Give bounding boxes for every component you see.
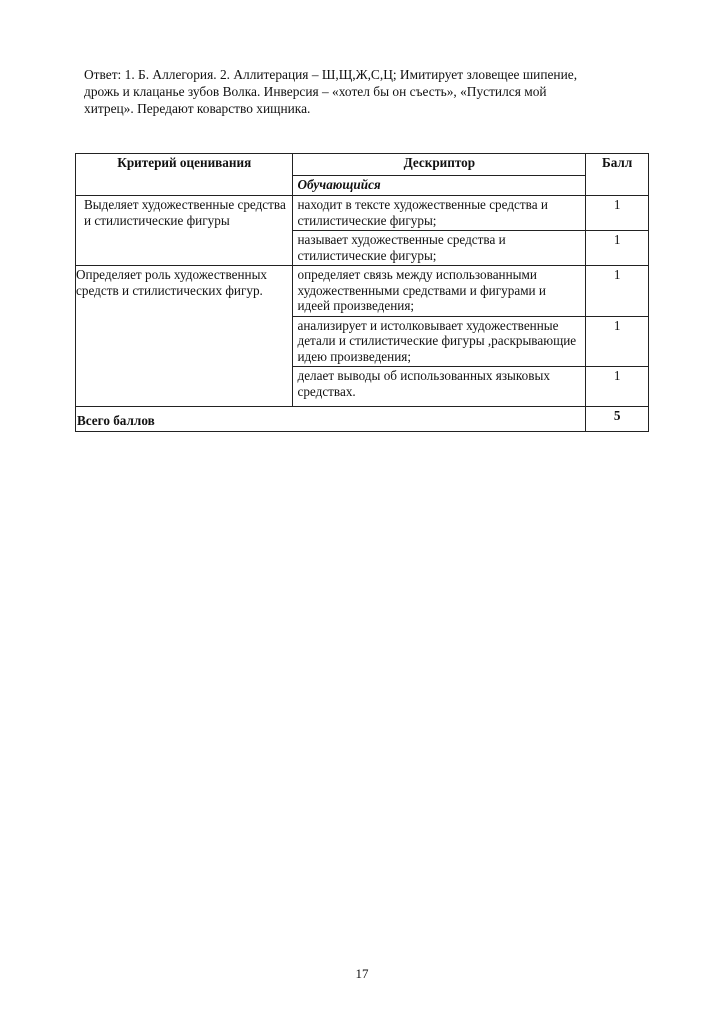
total-label: Всего баллов xyxy=(76,407,586,432)
table-header-row xyxy=(76,154,649,176)
descriptor-cell: находит в тексте художественные средства и стилистические фигуры; xyxy=(293,196,586,231)
criterion-cell: Определяет роль художественных средств и стилистических фигур. xyxy=(76,266,293,407)
header-criterion: Критерий оценивания xyxy=(76,154,293,196)
score-cell: 1 xyxy=(586,316,649,367)
header-score: Балл xyxy=(586,154,649,196)
descriptor-cell: анализирует и истолковывает художественные детали и стилистические фигуры ,раскрывающие идею произведения; xyxy=(293,316,586,367)
score-cell: 1 xyxy=(586,367,649,407)
descriptor-cell: делает выводы об использованных языковых средствах. xyxy=(293,367,586,407)
score-cell: 1 xyxy=(586,231,649,266)
answer-text xyxy=(84,66,644,117)
table-row xyxy=(76,266,649,317)
answer-line: дрожь и клацанье зубов Волка. Инверсия – «хотел бы он съесть», «Пустился мой xyxy=(84,84,547,99)
answer-line: Ответ: 1. Б. Аллегория. 2. Аллитерация – Ш,Щ,Ж,С,Ц; Имитирует зловещее шипение, xyxy=(84,67,578,82)
subheader-student: Обучающийся xyxy=(293,176,586,196)
criterion-cell: Выделяет художественные средства и стилистические фигуры xyxy=(76,196,293,266)
score-cell: 1 xyxy=(586,196,649,231)
descriptor-cell: называет художественные средства и стилистические фигуры; xyxy=(293,231,586,266)
page-number: 17 xyxy=(355,966,369,981)
total-row xyxy=(76,407,649,432)
answer-line: хитрец». Передают коварство хищника. xyxy=(84,101,311,116)
score-cell: 1 xyxy=(586,266,649,317)
total-value: 5 xyxy=(586,407,649,432)
header-descriptor: Дескриптор xyxy=(293,154,586,176)
assessment-table xyxy=(75,153,649,432)
table-row xyxy=(76,196,649,231)
descriptor-cell: определяет связь между использованными художественными средствами и фигурами и идеей произведения; xyxy=(293,266,586,317)
